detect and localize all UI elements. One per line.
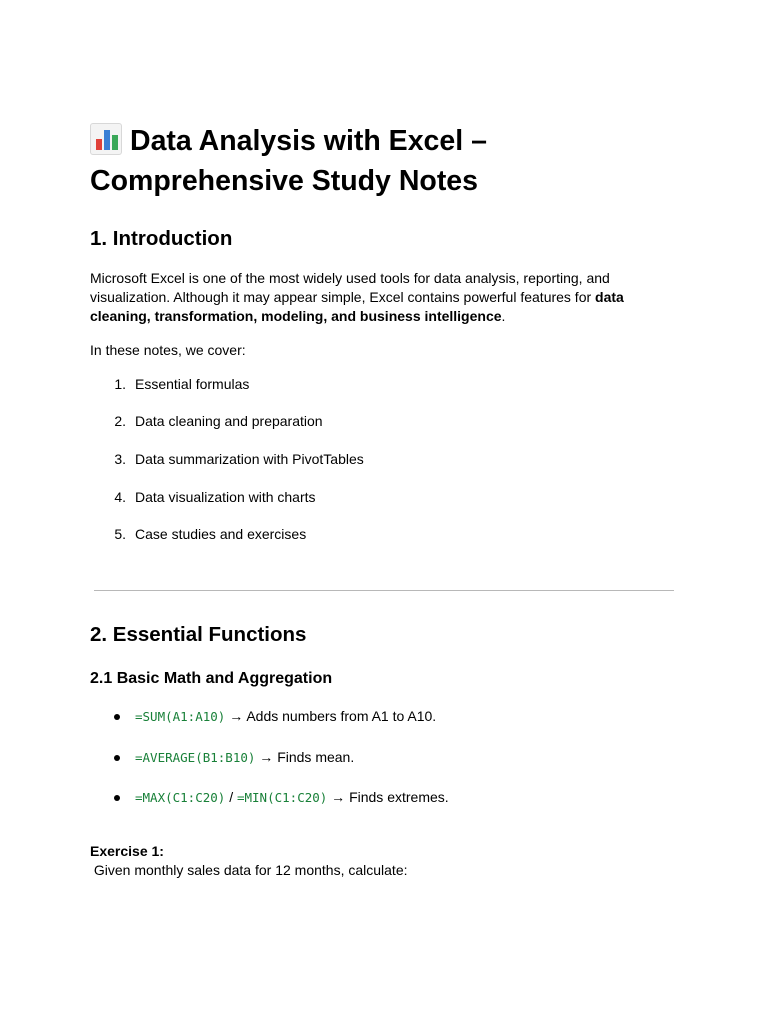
introduction-text: Microsoft Excel is one of the most widely used tools for data analysis, reporting, and visualization. Although it may appear simple, Excel contains powerful features for bbox=[90, 270, 610, 305]
formula-code: =MAX(C1:C20) bbox=[135, 790, 226, 805]
formula-code: =SUM(A1:A10) bbox=[135, 709, 226, 724]
coverage-intro: In these notes, we cover: bbox=[90, 342, 246, 358]
list-number: 2. bbox=[114, 413, 126, 429]
list-text: Case studies and exercises bbox=[135, 526, 307, 542]
list-number: 1. bbox=[114, 376, 126, 392]
bullet-text: → Finds extremes. bbox=[327, 789, 449, 805]
exercise-label: Exercise 1: bbox=[90, 843, 164, 859]
section-divider bbox=[94, 590, 674, 591]
basic-math-subheading: 2.1 Basic Math and Aggregation bbox=[90, 670, 333, 687]
bar-chart-icon bbox=[90, 123, 122, 155]
bullet-text: → Adds numbers from A1 to A10. bbox=[225, 708, 437, 724]
list-text: Data visualization with charts bbox=[135, 489, 316, 505]
introduction-paragraph bbox=[90, 269, 650, 326]
list-text: Data cleaning and preparation bbox=[135, 413, 323, 429]
bullet-content bbox=[135, 788, 449, 807]
exercise-paragraph bbox=[90, 842, 650, 880]
bullet-content bbox=[135, 748, 354, 767]
introduction-heading: 1. Introduction bbox=[90, 227, 233, 250]
list-number: 5. bbox=[114, 526, 126, 542]
page-title bbox=[90, 121, 650, 201]
bullet-separator: / bbox=[225, 789, 237, 805]
bullet-text: → Finds mean. bbox=[255, 749, 355, 765]
exercise-text: Given monthly sales data for 12 months, calculate: bbox=[90, 862, 408, 878]
list-text: Essential formulas bbox=[135, 376, 250, 392]
list-number: 3. bbox=[114, 451, 126, 467]
introduction-bold-text: data cleaning, transformation, modeling, and business intelligence bbox=[90, 289, 624, 324]
bullet-content bbox=[135, 707, 436, 726]
bullet-icon bbox=[114, 714, 120, 720]
formula-code: =AVERAGE(B1:B10) bbox=[135, 750, 256, 765]
list-number: 4. bbox=[114, 489, 126, 505]
introduction-text-end: . bbox=[501, 308, 506, 324]
bullet-icon bbox=[114, 795, 120, 801]
list-text: Data summarization with PivotTables bbox=[135, 451, 364, 467]
formula-code: =MIN(C1:C20) bbox=[236, 790, 328, 805]
essential-functions-heading: 2. Essential Functions bbox=[90, 623, 307, 646]
page-title-text: Data Analysis with Excel – Comprehensive Study Notes bbox=[90, 125, 487, 197]
bullet-icon bbox=[114, 755, 120, 761]
